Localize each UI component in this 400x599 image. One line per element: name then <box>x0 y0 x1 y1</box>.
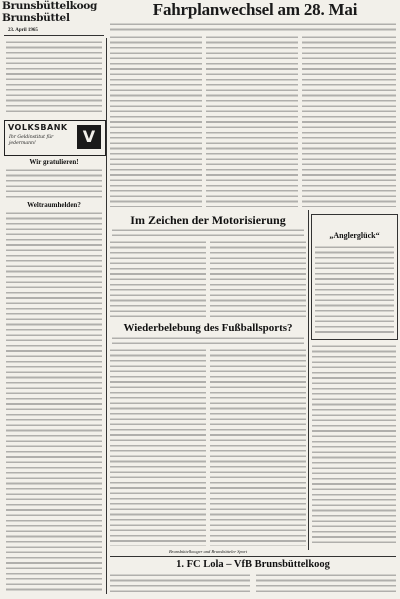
article3-subhead <box>112 336 304 344</box>
masthead-line-2: Brunsbüttel <box>2 12 70 24</box>
masthead-line-1: Brunsbüttelkoog <box>2 0 98 12</box>
volksbank-ad <box>4 120 106 156</box>
left-text-block-1 <box>6 40 102 114</box>
article2-subhead <box>112 228 304 236</box>
anglerglueck-text <box>315 245 394 335</box>
left-text-block-2 <box>6 168 102 198</box>
sport-rule <box>110 556 396 557</box>
article3-col-2 <box>210 348 306 546</box>
greeting-heading: Wir gratulieren! <box>29 158 79 166</box>
left-text-block-3 <box>6 211 102 593</box>
sport-heading: 1. FC Lola – VfB Brunsbüttelkoog <box>176 559 330 570</box>
column-separator-right <box>308 210 309 550</box>
column-separator-left <box>106 38 107 594</box>
bank-logo-icon: V <box>77 125 101 149</box>
article2-col-2 <box>210 240 306 318</box>
sport-col-1 <box>110 573 250 595</box>
article3-heading: Wiederbelebung des Fußballsports? <box>123 322 293 334</box>
right-column-text <box>312 344 396 546</box>
bank-slogan: Ihr Geldinstitut für jedermann! <box>9 135 54 146</box>
main-article-col-1 <box>110 35 202 207</box>
main-article-col-3 <box>302 35 396 207</box>
issue-date: 23. April 1965 <box>8 28 38 33</box>
masthead <box>2 0 106 24</box>
anglerglueck-heading: „Anglerglück“ <box>329 231 380 240</box>
sport-section-tagline: Brunsbüttelkooger und Brunsbütteler Sport <box>168 549 248 554</box>
article2-col-1 <box>110 240 206 318</box>
main-headline: Fahrplanwechsel am 28. Mai <box>152 0 358 19</box>
main-article-col-2 <box>206 35 298 207</box>
article2-heading: Im Zeichen der Motorisierung <box>130 213 286 227</box>
weltraum-heading: Weltraumhelden? <box>27 201 81 209</box>
sport-col-2 <box>256 573 396 595</box>
article3-col-1 <box>110 348 206 546</box>
bank-name: VOLKSBANK <box>8 123 68 132</box>
headline-subtext <box>110 22 396 32</box>
masthead-rule <box>4 35 104 36</box>
anglerglueck-box <box>311 214 398 340</box>
